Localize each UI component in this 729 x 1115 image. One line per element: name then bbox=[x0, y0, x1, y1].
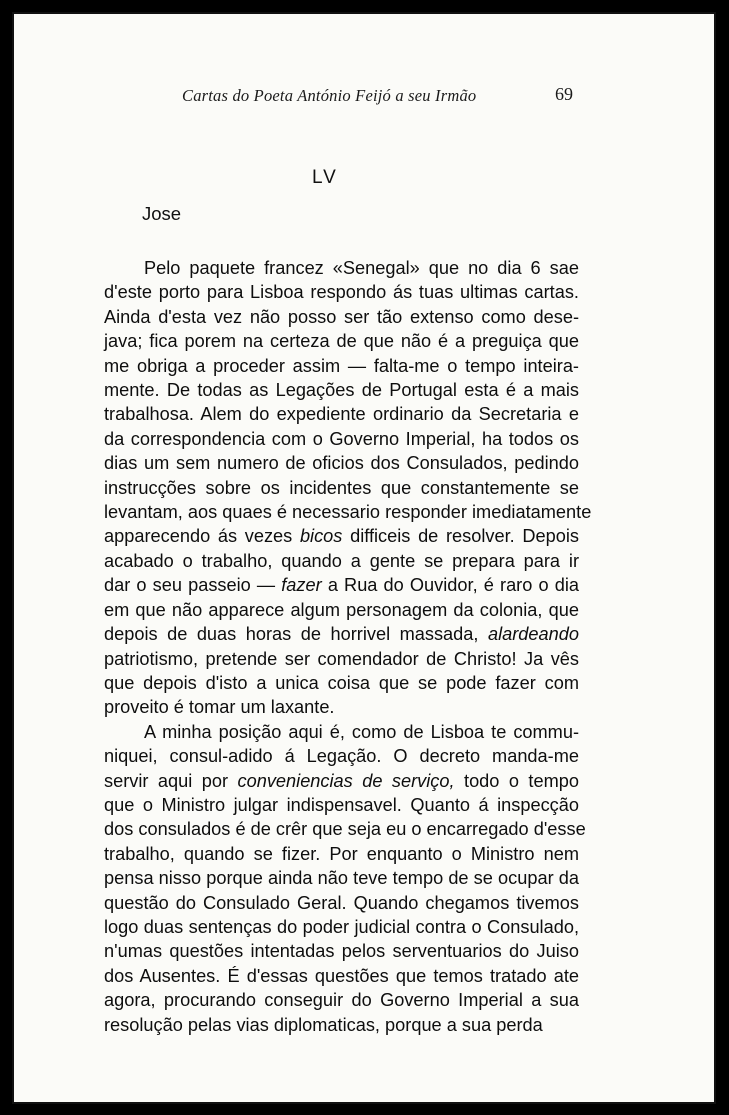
text-line bbox=[104, 622, 579, 646]
italic-text: fazer bbox=[281, 575, 322, 596]
text-segment: apparecendo ás vezes bbox=[104, 526, 300, 547]
text-line bbox=[104, 744, 579, 768]
text-segment: java; fica porem na certeza de que não é a preguiça que bbox=[104, 331, 579, 352]
text-line bbox=[104, 671, 579, 695]
letter-salutation: Jose bbox=[142, 203, 182, 224]
text-segment: dar o seu passeio — bbox=[104, 575, 282, 596]
italic-text: conveniencias de serviço, bbox=[237, 770, 455, 791]
text-line bbox=[104, 354, 579, 378]
text-segment: trabalho, quando se fizer. Por enquanto o Ministro nem bbox=[104, 843, 579, 864]
text-segment: A minha posição aqui é, como de Lisboa te commu- bbox=[144, 721, 579, 742]
text-segment: proveito é tomar um laxante. bbox=[104, 697, 335, 718]
text-line bbox=[104, 476, 579, 500]
text-line bbox=[104, 305, 579, 329]
text-segment: em que não apparece algum personagem da colonia, que bbox=[104, 599, 579, 620]
text-line bbox=[104, 769, 579, 793]
text-line bbox=[104, 915, 579, 939]
text-segment: agora, procurando conseguir do Governo Imperial a sua bbox=[104, 990, 579, 1011]
italic-text: alardeando bbox=[487, 624, 579, 645]
paragraph bbox=[104, 720, 586, 1037]
text-line bbox=[104, 378, 579, 402]
text-line bbox=[104, 1013, 579, 1037]
text-segment: Pelo paquete francez «Senegal» que no dia 6 sae bbox=[144, 258, 579, 278]
text-segment: trabalhosa. Alem do expediente ordinario da Secretaria e bbox=[104, 404, 579, 425]
text-line bbox=[104, 695, 579, 719]
text-line bbox=[104, 500, 592, 524]
chapter-heading: LV bbox=[312, 167, 338, 188]
text-line bbox=[104, 256, 579, 280]
text-line bbox=[104, 524, 579, 548]
text-line bbox=[104, 427, 579, 451]
text-segment: todo o tempo bbox=[454, 770, 579, 791]
text-segment: da correspondencia com o Governo Imperial, ha todos os bbox=[104, 428, 579, 449]
text-segment: niquei, consul-adido á Legação. O decreto manda-me bbox=[104, 746, 579, 767]
text-line bbox=[104, 549, 579, 573]
text-segment: n'umas questões intentadas pelos serventuarios do Juiso bbox=[104, 941, 579, 962]
text-line bbox=[104, 817, 586, 841]
text-line bbox=[104, 793, 579, 817]
italic-text: bicos bbox=[299, 526, 343, 547]
text-segment: mente. De todas as Legações de Portugal esta é a mais bbox=[104, 380, 579, 401]
text-line bbox=[104, 329, 579, 353]
text-segment: depois de duas horas de horrivel massada, bbox=[104, 624, 488, 645]
text-segment: patriotismo, pretende ser comendador de Christo! Ja vês bbox=[104, 648, 579, 669]
text-line bbox=[104, 573, 579, 597]
text-line bbox=[104, 964, 579, 988]
text-segment: d'este porto para Lisboa respondo ás tuas ultimas cartas. bbox=[104, 282, 579, 303]
text-segment: pensa nisso porque ainda não teve tempo de se ocupar da bbox=[104, 868, 579, 889]
text-segment: que depois d'isto a unica coisa que se pode fazer com bbox=[104, 672, 579, 693]
text-line bbox=[104, 598, 579, 622]
text-segment: me obriga a proceder assim — falta-me o tempo inteira- bbox=[104, 355, 579, 376]
paragraph bbox=[104, 256, 592, 720]
text-segment: Ainda d'esta vez não posso ser tão extenso como dese- bbox=[104, 306, 579, 327]
book-page bbox=[12, 12, 716, 1104]
text-segment: resolução pelas vias diplomaticas, porque a sua perda bbox=[104, 1014, 543, 1035]
text-line bbox=[104, 280, 579, 304]
text-line bbox=[104, 402, 579, 426]
text-segment: levantam, aos quaes é necessario responder imediatamente bbox=[104, 502, 592, 523]
text-segment: acabado o trabalho, quando a gente se prepara para ir bbox=[104, 550, 579, 571]
letter-body bbox=[104, 256, 592, 1037]
text-segment: questão do Consulado Geral. Quando chegamos tivemos bbox=[104, 892, 579, 913]
text-segment: difficeis de resolver. Depois bbox=[342, 526, 579, 547]
text-segment: instrucções sobre os incidentes que constantemente se bbox=[104, 477, 579, 498]
text-line bbox=[104, 647, 579, 671]
text-line bbox=[104, 988, 579, 1012]
text-line bbox=[104, 720, 579, 744]
text-segment: dos consulados é de crêr que seja eu o encarregado d'esse bbox=[104, 819, 586, 840]
text-segment: a Rua do Ouvidor, é raro o dia bbox=[321, 575, 579, 596]
text-segment: servir aqui por bbox=[104, 770, 238, 791]
text-line bbox=[104, 451, 579, 475]
text-segment: dos Ausentes. É d'essas questões que temos tratado ate bbox=[104, 965, 579, 986]
text-segment: logo duas sentenças do poder judicial contra o Consulado, bbox=[104, 916, 579, 937]
text-segment: que o Ministro julgar indispensavel. Quanto á inspecção bbox=[104, 794, 579, 815]
text-line bbox=[104, 939, 579, 963]
text-line bbox=[104, 842, 579, 866]
text-segment: dias um sem numero de oficios dos Consulados, pedindo bbox=[104, 453, 579, 474]
text-line bbox=[104, 866, 579, 890]
text-line bbox=[104, 891, 579, 915]
page-number: 69 bbox=[555, 84, 573, 104]
running-header-title: Cartas do Poeta António Feijó a seu Irmão bbox=[182, 86, 477, 105]
